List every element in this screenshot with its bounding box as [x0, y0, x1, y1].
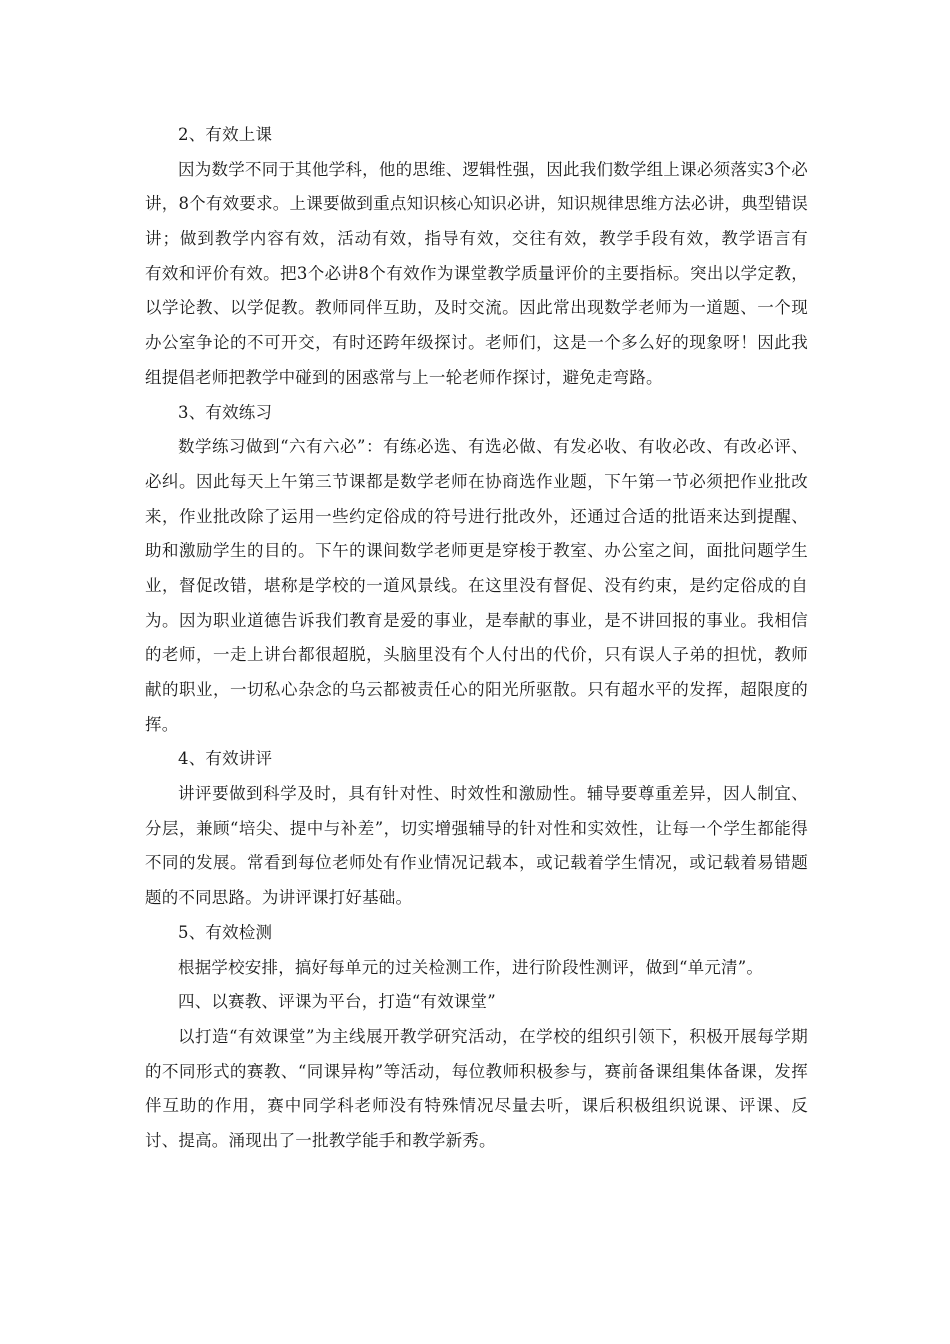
- text-line: 的老师，一走上讲台都很超脱，头脑里没有个人付出的代价，只有误人子弟的担忧，教师: [145, 645, 808, 665]
- text-line: 根据学校安排，搞好每单元的过关检测工作，进行阶段性测评，做到“单元清”。: [178, 957, 764, 977]
- text-line: 分层，兼顾“培尖、提中与补差”，切实增强辅导的针对性和实效性，让每一个学生都能得: [145, 818, 808, 838]
- text-line: 以打造“有效课堂”为主线展开教学研究活动，在学校的组织引领下，积极开展每学期: [178, 1026, 808, 1046]
- text-line: 献的职业，一切私心杂念的乌云都被责任心的阳光所驱散。只有超水平的发挥，超限度的: [145, 680, 808, 699]
- text-line: 讲评要做到科学及时，具有针对性、时效性和激励性。辅导要尊重差异，因人制宜、: [178, 784, 808, 804]
- text-line: 数学练习做到“六有六必”：有练必选、有选必做、有发必收、有收必改、有改必评、: [178, 437, 808, 457]
- text-line: 以学论教、以学促教。教师同伴互助，及时交流。因此常出现数学老师为一道题、一个现: [145, 298, 808, 318]
- text-line: 2、有效上课: [178, 125, 273, 144]
- text-line: 讲；做到教学内容有效，活动有效，指导有效，交往有效，教学手段有效，教学语言有: [145, 229, 808, 249]
- text-line: 助和激励学生的目的。下午的课间数学老师更是穿梭于教室、办公室之间，面批问题学生: [145, 541, 808, 561]
- text-line: 的不同形式的赛教、“同课异构”等活动，每位教师积极参与，赛前备课组集体备课，发挥: [145, 1061, 808, 1081]
- text-line: 讲，8个有效要求。上课要做到重点知识核心知识必讲，知识规律思维方法必讲，典型错误: [145, 194, 808, 214]
- text-line: 因为数学不同于其他学科，他的思维、逻辑性强，因此我们数学组上课必须落实3个必: [178, 159, 808, 179]
- text-line: 讨、提高。涌现出了一批教学能手和教学新秀。: [145, 1130, 496, 1150]
- text-line: 有效和评价有效。把3个必讲8个有效作为课堂教学质量评价的主要指标。突出以学定教，: [145, 263, 808, 283]
- text-line: 4、有效讲评: [178, 749, 273, 769]
- text-line: 来，作业批改除了运用一些约定俗成的符号进行批改外，还通过合适的批语来达到提醒、: [145, 506, 808, 526]
- text-line: 不同的发展。常看到每位老师处有作业情况记载本，或记载着学生情况，或记载着易错题: [145, 853, 808, 873]
- text-line: 四、以赛教、评课为平台，打造“有效课堂”: [178, 992, 496, 1012]
- text-line: 办公室争论的不可开交，有时还跨年级探讨。老师们，这是一个多么好的现象呀！因此我: [145, 333, 808, 353]
- text-line: 5、有效检测: [178, 922, 273, 942]
- text-line: 题的不同思路。为讲评课打好基础。: [145, 888, 413, 908]
- text-line: 业，督促改错，堪称是学校的一道风景线。在这里没有督促、没有约束，是约定俗成的自: [145, 575, 808, 595]
- document-page: [145, 118, 808, 1159]
- text-line: 必纠。因此每天上午第三节课都是数学老师在协商选作业题，下午第一节必须把作业批改: [145, 471, 808, 491]
- text-line: 为。因为职业道德告诉我们教育是爱的事业，是奉献的事业，是不讲回报的事业。我相信: [145, 610, 808, 630]
- text-line: 组提倡老师把教学中碰到的困惑常与上一轮老师作探讨，避免走弯路。: [145, 367, 663, 387]
- text-line: 伴互助的作用，赛中同学科老师没有特殊情况尽量去听，课后积极组织说课、评课、反: [145, 1096, 808, 1116]
- text-line: 3、有效练习: [178, 402, 273, 422]
- text-line: 挥。: [145, 714, 179, 734]
